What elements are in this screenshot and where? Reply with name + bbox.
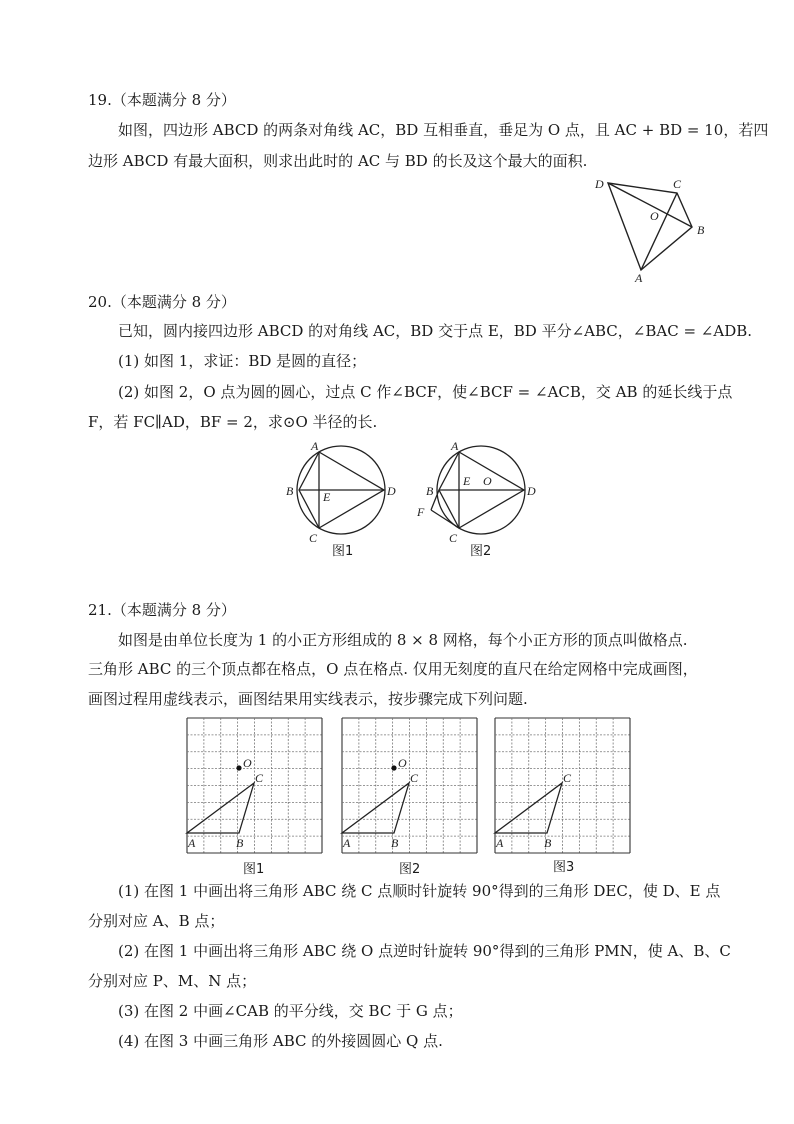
q19-text-line1: 如图，四边形 ABCD 的两条对角线 AC，BD 互相垂直，垂足为 O 点，且 AC + BD = 10，若四 xyxy=(118,121,769,139)
q20-text-part1: (1) 如图 1，求证：BD 是圆的直径； xyxy=(118,352,367,370)
q19-quadrilateral-figure xyxy=(588,172,718,291)
triangle-abc xyxy=(187,783,254,833)
q21-part2-line1: (2) 在图 1 中画出将三角形 ABC 绕 O 点逆时针旋转 90°得到的三角形 PMN，使 A、B、C xyxy=(118,942,731,960)
q21-heading: 21.（本题满分 8 分） xyxy=(88,601,236,619)
q21-grid-figure-2 xyxy=(340,716,480,860)
label-c: C xyxy=(309,531,318,545)
q20-text-part2-cont: F，若 FC∥AD，BF = 2，求⊙O 半径的长. xyxy=(88,413,378,431)
label-a: A xyxy=(451,439,459,453)
label-a: A xyxy=(635,271,643,285)
q21-text-line1: 如图是由单位长度为 1 的小正方形组成的 8 × 8 网格，每个小正方形的顶点叫做格点. xyxy=(118,631,688,649)
q21-text-line3: 画图过程用虚线表示，画图结果用实线表示，按步骤完成下列问题. xyxy=(88,690,528,708)
label-c: C xyxy=(449,531,458,545)
q21-part3: (3) 在图 2 中画∠CAB 的平分线，交 BC 于 G 点； xyxy=(118,1002,463,1020)
quadrilateral-abcd xyxy=(608,183,692,270)
label-a: A xyxy=(343,836,351,850)
q21-caption-1: 图1 xyxy=(243,862,265,877)
q21-grid-figure-3 xyxy=(493,716,633,860)
label-e: E xyxy=(463,474,471,488)
q21-caption-3: 图3 xyxy=(553,860,575,875)
label-b: B xyxy=(391,836,399,850)
label-b: B xyxy=(697,223,705,237)
q20-caption-2: 图2 xyxy=(470,544,492,559)
q20-caption-1: 图1 xyxy=(332,544,354,559)
label-a: A xyxy=(496,836,504,850)
label-c: C xyxy=(563,771,572,785)
label-b: B xyxy=(286,484,294,498)
label-o: O xyxy=(650,209,659,223)
label-b: B xyxy=(236,836,244,850)
label-b: B xyxy=(544,836,552,850)
point-o xyxy=(236,765,241,770)
label-c: C xyxy=(410,771,419,785)
label-o: O xyxy=(243,756,252,770)
label-a: A xyxy=(311,439,319,453)
label-c: C xyxy=(255,771,264,785)
label-a: A xyxy=(188,836,196,850)
q21-part2-line2: 分别对应 P、M、N 点； xyxy=(88,972,257,990)
point-o xyxy=(391,765,396,770)
label-o: O xyxy=(398,756,407,770)
q21-part1-line1: (1) 在图 1 中画出将三角形 ABC 绕 C 点顺时针旋转 90°得到的三角形 DEC，使 D、E 点 xyxy=(118,882,721,900)
label-d: D xyxy=(527,484,536,498)
label-f: F xyxy=(417,505,425,519)
q20-figure-2 xyxy=(413,438,548,552)
label-e: E xyxy=(323,490,331,504)
q21-caption-2: 图2 xyxy=(399,862,421,877)
q20-text-part2: (2) 如图 2，O 点为圆的圆心，过点 C 作∠BCF，使∠BCF = ∠ACB，交 AB 的延长线于点 xyxy=(118,383,733,401)
label-d: D xyxy=(595,177,604,191)
q21-part4: (4) 在图 3 中画三角形 ABC 的外接圆圆心 Q 点. xyxy=(118,1032,443,1050)
label-b: B xyxy=(426,484,434,498)
q21-part1-line2: 分别对应 A、B 点； xyxy=(88,912,225,930)
q19-text-line2: 边形 ABCD 有最大面积，则求出此时的 AC 与 BD 的长及这个最大的面积. xyxy=(88,152,588,170)
q20-heading: 20.（本题满分 8 分） xyxy=(88,293,236,311)
label-d: D xyxy=(387,484,396,498)
q21-grid-figure-1 xyxy=(185,716,325,860)
q20-text-line1: 已知，圆内接四边形 ABCD 的对角线 AC，BD 交于点 E，BD 平分∠ABC，∠BAC = ∠ADB. xyxy=(118,322,753,340)
triangle-abc xyxy=(342,783,409,833)
q20-figure-1 xyxy=(283,438,403,552)
label-c: C xyxy=(673,177,682,191)
diagonal-ac xyxy=(641,193,677,270)
q19-heading: 19.（本题满分 8 分） xyxy=(88,91,236,109)
q21-text-line2: 三角形 ABC 的三个顶点都在格点，O 点在格点. 仅用无刻度的直尺在给定网格中完成画图， xyxy=(88,660,698,678)
triangle-abc xyxy=(495,783,562,833)
label-o: O xyxy=(483,474,492,488)
